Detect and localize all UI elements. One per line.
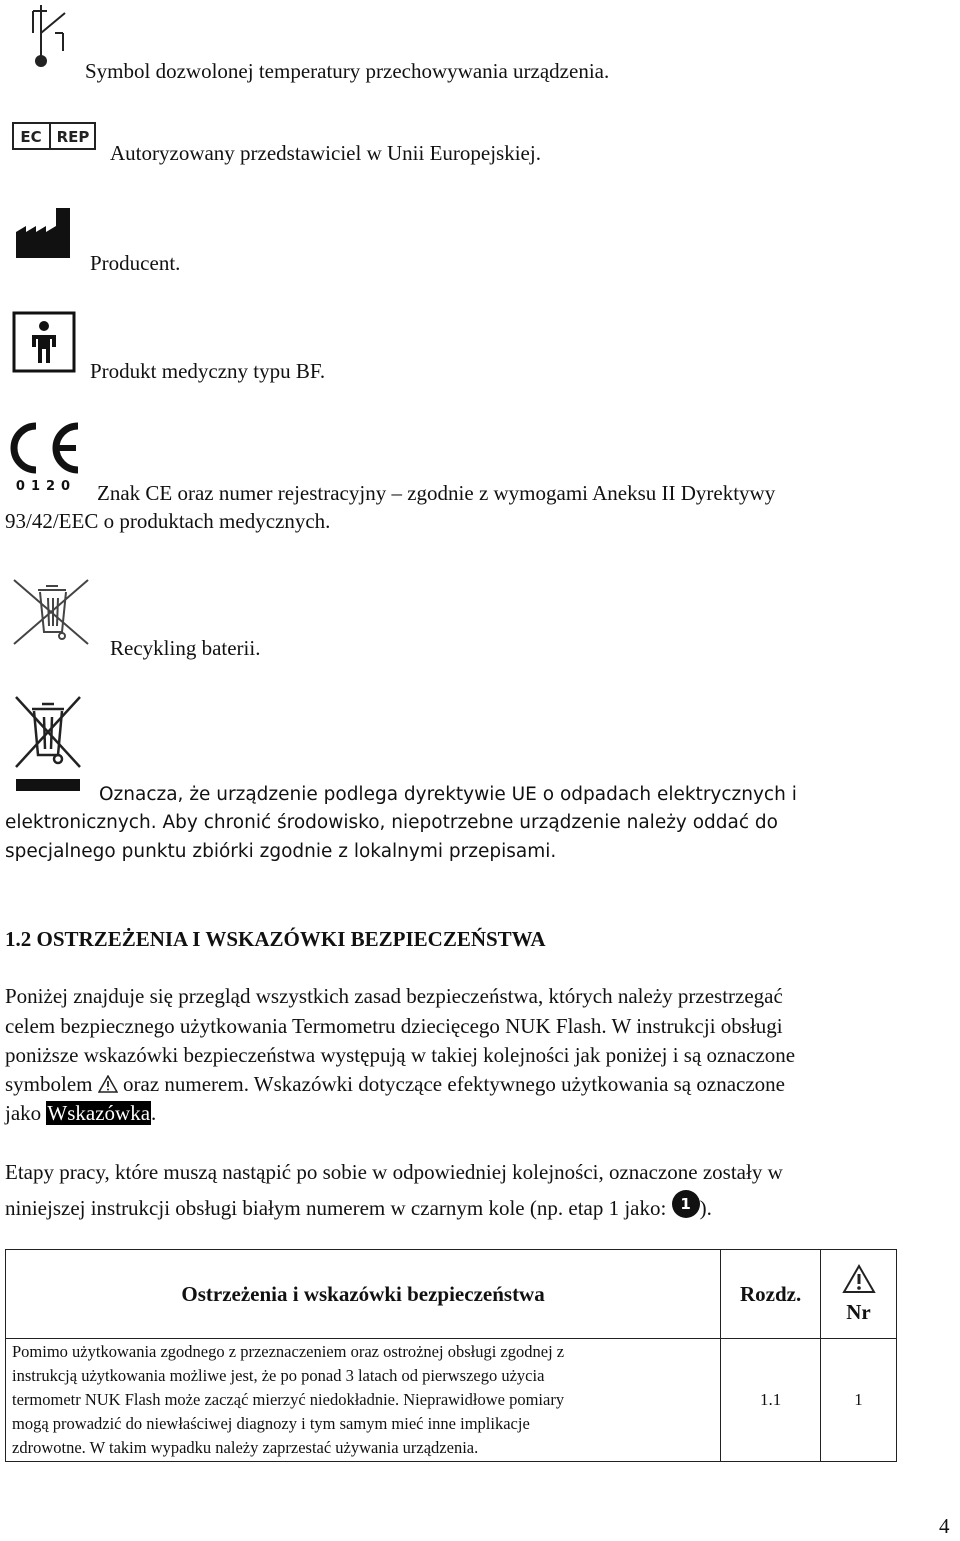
symbol-description: Symbol dozwolonej temperatury przechowywania urządzenia.: [85, 59, 610, 83]
symbol-description: Produkt medyczny typu BF.: [90, 359, 326, 383]
symbol-description: 93/42/EEC o produktach medycznych.: [5, 509, 331, 533]
warning-text-line: Pomimo użytkowania zgodnego z przeznaczeniem oraz ostrożnej obsługi zgodnej z: [12, 1342, 565, 1361]
page-number: 4: [939, 1514, 950, 1538]
table-header-title: Ostrzeżenia i wskazówki bezpieczeństwa: [6, 1250, 721, 1339]
wskazowka-highlight: Wskazówka: [47, 1101, 151, 1125]
warning-text-line: zdrowotne. W takim wypadku należy zaprzestać używania urządzenia.: [12, 1438, 479, 1457]
paragraph-text: ).: [699, 1196, 712, 1220]
paragraph-line: Etapy pracy, które muszą nastąpić po sobie w odpowiedniej kolejności, oznaczone zostały w: [5, 1160, 783, 1184]
ce-mark-icon: [6, 422, 86, 494]
symbol-description: Oznacza, że urządzenie podlega dyrektywie UE o odpadach elektrycznych i: [99, 784, 797, 805]
table-header-nr: [821, 1250, 897, 1339]
battery-recycling-crossed-bin-icon: [10, 576, 92, 648]
symbol-description: Recykling baterii.: [110, 636, 261, 660]
table-header-row: [6, 1250, 897, 1339]
nr-cell: 1: [821, 1339, 897, 1462]
warning-triangle-icon: [842, 1264, 876, 1300]
symbol-description: Znak CE oraz numer rejestracyjny – zgodnie z wymogami Aneksu II Dyrektywy: [97, 481, 776, 505]
paragraph-text: oraz numerem. Wskazówki dotyczące efektywnego użytkowania są oznaczone: [123, 1072, 785, 1096]
type-bf-applied-part-icon: [12, 311, 76, 373]
table-header-chapter: Rozdz.: [721, 1250, 821, 1339]
warning-triangle-icon: [98, 1072, 118, 1101]
paragraph-line: celem bezpiecznego użytkowania Termometru dziecięcego NUK Flash. W instrukcji obsługi: [5, 1014, 783, 1038]
paragraph-line: poniższe wskazówki bezpieczeństwa występują w takiej kolejności jak poniżej i są oznaczone: [5, 1043, 796, 1067]
warning-text-line: mogą prowadzić do niewłaściwej diagnozy i tym samym mieć inne implikacje: [12, 1414, 530, 1433]
manufacturer-factory-icon: [16, 208, 74, 258]
table-row: [6, 1339, 897, 1462]
paragraph-line: [5, 1099, 156, 1128]
warning-text-line: instrukcją użytkowania możliwe jest, że po ponad 3 latach od pierwszego użycia: [12, 1366, 545, 1385]
paragraph-text: jako: [5, 1101, 42, 1125]
paragraph-line: [5, 1070, 785, 1101]
ce-number: 0120: [15, 479, 77, 494]
thermometer-temperature-icon: [27, 3, 71, 71]
paragraph-text: niniejszej instrukcji obsługi białym numerem w czarnym kole (np. etap 1 jako:: [5, 1196, 667, 1220]
paragraph-line: Poniżej znajduje się przegląd wszystkich zasad bezpieczeństwa, których należy przestrzegać: [5, 984, 783, 1008]
section-heading: 1.2 OSTRZEŻENIA I WSKAZÓWKI BEZPIECZEŃSTWA: [5, 927, 546, 951]
chapter-cell: 1.1: [721, 1339, 821, 1462]
warning-text-cell: [6, 1339, 721, 1462]
paragraph-text: symbolem: [5, 1072, 93, 1096]
symbol-description: Producent.: [90, 251, 181, 275]
paragraph-line: [5, 1190, 712, 1223]
symbol-description: elektronicznych. Aby chronić środowisko, niepotrzebne urządzenie należy oddać do: [5, 812, 778, 833]
symbol-description: specjalnego punktu zbiórki zgodnie z lokalnymi przepisami.: [5, 841, 557, 862]
ec-label: EC: [20, 128, 42, 146]
weee-crossed-bin-icon: [12, 695, 84, 795]
warning-text-line: termometr NUK Flash może zacząć mierzyć niedokładnie. Nieprawidłowe pomiary: [12, 1390, 565, 1409]
symbol-description: Autoryzowany przedstawiciel w Unii Europejskiej.: [110, 141, 541, 165]
ec-rep-icon: [12, 122, 96, 150]
safety-warnings-table: [5, 1249, 897, 1462]
rep-label: REP: [56, 128, 90, 146]
paragraph-text: .: [151, 1101, 157, 1125]
nr-label: Nr: [846, 1299, 871, 1324]
step-number-circle-icon: 1: [672, 1190, 700, 1218]
